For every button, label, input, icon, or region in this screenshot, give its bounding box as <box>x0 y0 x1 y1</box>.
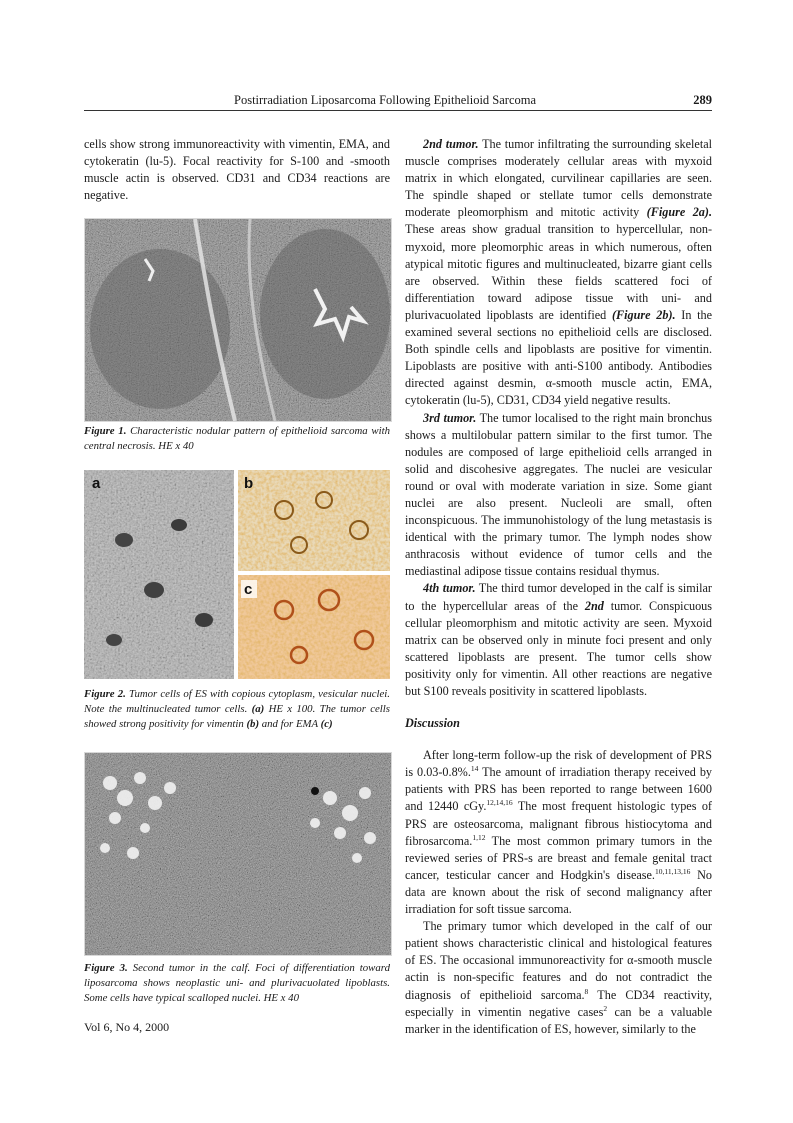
discussion-paragraph-2 <box>405 918 712 1038</box>
figure-2-caption-text-1: Tumor cells of ES with copious cytoplasm, vesicular nuclei. Note the multinucleated tumor cells. <box>84 688 391 715</box>
figure-3-caption <box>84 961 390 1006</box>
figure-1-label: Figure 1. <box>84 425 127 437</box>
footer-volume: Vol 6, No 4, 2000 <box>84 1020 170 1034</box>
figure-2-letter-a: a <box>92 475 101 492</box>
figure-2-caption-text-2: HE x 100. The tumor cells showed strong positivity for vimentin <box>84 703 391 730</box>
figure-1-image <box>84 218 392 422</box>
figure-1-caption-text: Characteristic nodular pattern of epithelioid sarcoma with central necrosis. HE x 40 <box>84 425 391 452</box>
figure-3-caption-text: Second tumor in the calf. Foci of differentiation toward liposarcoma shows neoplastic uni- and plurivacuolated lipoblasts. Some cells have typical scalloped nuclei. HE x 40 <box>84 962 390 1004</box>
p3-text: The tumor localised to the right main bronchus shows a multilobular pattern similar to the first tumor. The nodules are composed of large epithelioid cells arranged in solid and discohesive aggregates. The nuclei are vesicular round or oval with moderate variation in size. Some giant nuclei are also present. Nucleoli are small, often inconspicuous. The immunohistology of the lung metastasis is identical with the primary tumor. The lymph nodes show anthracosis without evidence of tumor cells and the mediastinal adipose tissue contains residual thymus. <box>405 410 713 579</box>
citation: 8 <box>584 986 589 996</box>
p2-text-b: These areas show gradual transition to hypercellular, non-myxoid, more pleomorphic areas in which numerous, often atypical mitotic figures and multinucleated, bizarre giant cells are observed. Within these fields scattered foci of differentiation toward adipose tissue with uni- and plurivacuolated lipoblasts are identified <box>405 222 712 322</box>
citation: 10,11,13,16 <box>654 866 691 876</box>
figure-2-ref-c: (c) <box>320 718 333 730</box>
figure-2-letter-c: c <box>244 581 253 598</box>
citation: 12,14,16 <box>486 798 513 808</box>
figure-2-ref-b: (b) <box>246 718 260 730</box>
figure-2-panel-a <box>84 470 234 679</box>
figure-2-panel-c <box>238 575 390 679</box>
d1-e: No data are known about the risk of second malignancy after irradiation for soft tissue sarcoma. <box>405 867 712 917</box>
discussion-heading: Discussion <box>405 716 460 731</box>
figure-2-caption <box>84 687 390 732</box>
lead-2nd-tumor: 2nd tumor. <box>423 137 479 151</box>
figure-3-label: Figure 3. <box>84 962 128 974</box>
paragraph-3rd-tumor <box>405 410 712 581</box>
d2-a: The primary tumor which developed in the calf of our patient shows characteristic clinical and histological features of ES. The occasional immunoreactivity for α-smooth muscle actin is non-specific features and do not contradict the diagnosis of epithelioid sarcoma. <box>405 919 712 1002</box>
lead-4th-tumor: 4th tumor. <box>423 581 476 596</box>
citation: 2 <box>603 1003 608 1013</box>
left-column <box>84 136 390 204</box>
p4-ref: 2nd <box>584 598 604 613</box>
d1-c: The most frequent histologic types of PRS are osteosarcoma, malignant fibrous histiocytoma and fibrosarcoma. <box>405 799 712 848</box>
figure-2-image <box>84 470 390 679</box>
lead-3rd-tumor: 3rd tumor. <box>423 410 477 425</box>
citation: 1,12 <box>472 832 486 842</box>
d2-b: The CD34 reactivity, especially in vimentin negative cases <box>405 987 713 1019</box>
d1-a: After long-term follow-up the risk of development of PRS is 0.03-0.8%. <box>405 748 712 780</box>
figure-2-label: Figure 2. <box>84 688 126 700</box>
paragraph-2nd-tumor <box>405 136 712 410</box>
page-number: 289 <box>693 93 712 107</box>
figure-3-image <box>84 752 392 956</box>
figure-2-caption-text-3: and for EMA <box>261 718 318 730</box>
figure-2-ref-a: (a) <box>251 703 265 715</box>
p2-ref-figure-2a: (Figure 2a). <box>646 205 713 220</box>
d1-d: The most common primary tumors in the reviewed series of PRS-s are breast and female genital tract cancer, testicular cancer and Hodgkin's disease. <box>405 833 713 882</box>
figure-2-panel-b <box>238 470 390 571</box>
discussion-paragraph-1 <box>405 747 712 918</box>
left-paragraph-1: cells show strong immunoreactivity with vimentin, EMA, and cytokeratin (lu-5). Focal reactivity for S-100 and -smooth muscle actin is observed. CD31 and CD34 reactions are negative. <box>84 137 390 203</box>
paragraph-4th-tumor <box>405 580 712 700</box>
running-title: Postirradiation Liposarcoma Following Epithelioid Sarcoma <box>234 93 537 107</box>
d1-b: The amount of irradiation therapy received by patients with PRS has been reported to range between 1600 and 12440 cGy. <box>405 765 713 814</box>
p4-text-b: tumor. Conspicuous cellular pleomorphism and mitotic activity are seen. Myxoid matrix can be observed only in minute foci present and only scattered lipoblasts are present. The tumor cells show positivity only for vimentin. All other reactions are negative but S100 reveals positivity in scattered lipoblasts. <box>405 598 712 698</box>
d2-c: can be a valuable marker in the identification of ES, however, similarly to the <box>405 1004 713 1036</box>
header-rule <box>84 110 712 111</box>
p4-text-a: The third tumor developed in the calf is similar to the hypercellular areas of the <box>405 581 712 613</box>
p2-text: The tumor infiltrating the surrounding skeletal muscle comprises moderately cellular areas with myxoid matrix in which elongated, curvilinear capillaries are seen. The spindle shaped or stellate tumor cells demonstrate moderate pleomorphism and mitotic activity <box>405 137 712 220</box>
p2-ref-figure-2b: (Figure 2b). <box>611 307 676 322</box>
figure-2-letter-b: b <box>244 475 254 492</box>
right-column <box>405 136 712 1038</box>
p2-text-c: In the examined several sections no epithelioid cells are disclosed. Both spindle cells and lipoblasts are positive for vimentin. Lipoblasts are positive with anti-S100 antibody. Antibodies directed against desmin, α-smooth muscle actin, EMA, cytokeratin (lu-5), CD31, CD34 yield negative results. <box>405 307 713 408</box>
figure-1-caption <box>84 424 390 454</box>
citation: 14 <box>470 764 479 774</box>
